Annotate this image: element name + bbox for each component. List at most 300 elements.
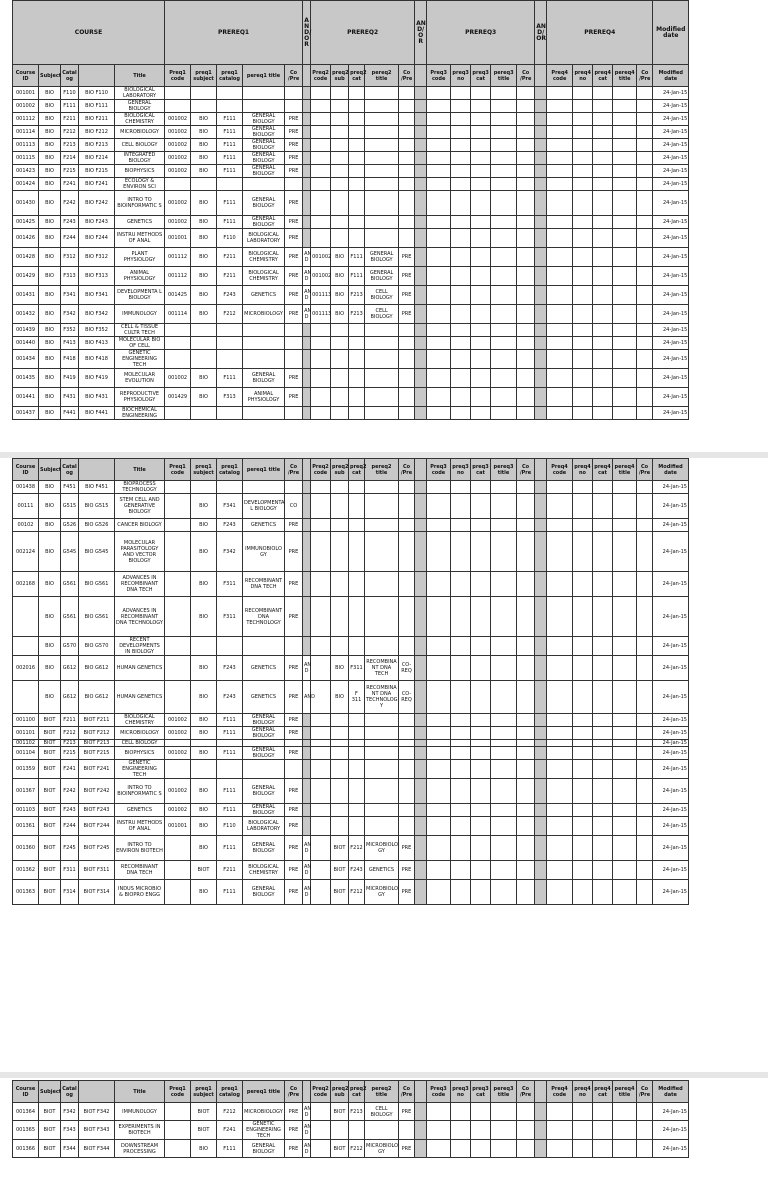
cell-preq4-copre bbox=[637, 350, 653, 369]
cell-preq3-code bbox=[427, 572, 451, 597]
cell-preq4-code bbox=[547, 178, 573, 191]
cell-preq3-code bbox=[427, 494, 451, 519]
cell-preq1-catalog: F313 bbox=[217, 388, 243, 407]
cell-preq3-code bbox=[427, 861, 451, 880]
cell-preq4-no bbox=[573, 305, 593, 324]
cell-preq2-code bbox=[311, 597, 331, 637]
cell-preq4-code bbox=[547, 519, 573, 532]
column-header-preq2-copre: Co /Pre bbox=[399, 65, 415, 87]
cell-preq3-title bbox=[491, 597, 517, 637]
cell-preq1-title: RECOMBINANT DNA TECHNOLOGY bbox=[243, 597, 285, 637]
cell-andor-3 bbox=[535, 165, 547, 178]
cell-preq3-cat bbox=[471, 637, 491, 656]
column-header-preq2-cat: preq2 cat bbox=[349, 1081, 365, 1103]
cell-preq4-code bbox=[547, 229, 573, 248]
cell-preq2-title: CELL BIOLOGY bbox=[365, 1103, 399, 1121]
cell-preq3-code bbox=[427, 804, 451, 817]
cell-preq3-copre bbox=[517, 817, 535, 836]
cell-catalog: G561 bbox=[61, 572, 79, 597]
cell-preq2-code bbox=[311, 1140, 331, 1158]
cell-preq4-code bbox=[547, 1140, 573, 1158]
cell-preq3-title bbox=[491, 727, 517, 740]
cell-andor-1 bbox=[303, 407, 311, 420]
cell-catalog: F342 bbox=[61, 305, 79, 324]
cell-preq3-copre bbox=[517, 126, 535, 139]
cell-catalog: F213 bbox=[61, 139, 79, 152]
cell-preq1-title bbox=[243, 481, 285, 494]
cell-preq4-code bbox=[547, 407, 573, 420]
cell-preq2-sub bbox=[331, 804, 349, 817]
cell-andor-1: AND bbox=[303, 681, 311, 714]
cell-andor-2 bbox=[415, 656, 427, 681]
cell-modified-date: 24-Jan-15 bbox=[653, 229, 689, 248]
cell-preq1-copre: PRE bbox=[285, 1103, 303, 1121]
cell-preq1-copre bbox=[285, 407, 303, 420]
cell-title: ANIMAL PHYSIOLOGY bbox=[115, 267, 165, 286]
cell-preq3-code bbox=[427, 1140, 451, 1158]
cell-preq2-copre bbox=[399, 519, 415, 532]
cell-preq2-sub bbox=[331, 113, 349, 126]
column-header-andor-2 bbox=[415, 65, 427, 87]
cell-preq1-subject: BIO bbox=[191, 836, 217, 861]
cell-preq4-cat bbox=[593, 519, 613, 532]
cell-course-id: 001364 bbox=[13, 1103, 39, 1121]
cell-course-id: 001360 bbox=[13, 836, 39, 861]
cell-preq2-code bbox=[311, 727, 331, 740]
cell-preq3-title bbox=[491, 532, 517, 572]
cell-preq4-title bbox=[613, 481, 637, 494]
cell-preq3-no bbox=[451, 481, 471, 494]
cell-preq2-code bbox=[311, 572, 331, 597]
cell-modified-date: 24-Jan-15 bbox=[653, 597, 689, 637]
cell-preq1-subject: BIO bbox=[191, 139, 217, 152]
cell-preq2-cat bbox=[349, 572, 365, 597]
cell-preq3-copre bbox=[517, 572, 535, 597]
cell-andor-1 bbox=[303, 494, 311, 519]
cell-preq1-copre bbox=[285, 87, 303, 100]
cell-course-id: 001437 bbox=[13, 407, 39, 420]
cell-preq1-copre: PRE bbox=[285, 836, 303, 861]
cell-course-code: BIO F451 bbox=[79, 481, 115, 494]
cell-preq3-copre bbox=[517, 727, 535, 740]
cell-preq4-code bbox=[547, 681, 573, 714]
cell-preq1-title: GENERAL BIOLOGY bbox=[243, 139, 285, 152]
cell-catalog: F215 bbox=[61, 747, 79, 760]
cell-course-id: 001424 bbox=[13, 178, 39, 191]
cell-course-id: 00102 bbox=[13, 519, 39, 532]
cell-preq4-no bbox=[573, 804, 593, 817]
cell-catalog: G612 bbox=[61, 681, 79, 714]
cell-catalog: F341 bbox=[61, 286, 79, 305]
cell-andor-1 bbox=[303, 714, 311, 727]
cell-course-code: BIO F242 bbox=[79, 191, 115, 216]
cell-preq2-code bbox=[311, 532, 331, 572]
cell-subject: BIO bbox=[39, 126, 61, 139]
cell-preq2-title bbox=[365, 727, 399, 740]
group-header-modified: Modified date bbox=[653, 1, 689, 65]
cell-catalog: G570 bbox=[61, 637, 79, 656]
cell-preq4-copre bbox=[637, 407, 653, 420]
cell-title: BIOLOGICAL LABORATORY bbox=[115, 87, 165, 100]
cell-preq2-title: MICROBIOLO GY bbox=[365, 836, 399, 861]
cell-preq4-code bbox=[547, 880, 573, 905]
cell-preq4-no bbox=[573, 836, 593, 861]
cell-preq1-catalog: F311 bbox=[217, 572, 243, 597]
cell-preq2-sub bbox=[331, 369, 349, 388]
cell-preq2-sub bbox=[331, 817, 349, 836]
cell-preq2-cat: F243 bbox=[349, 861, 365, 880]
cell-andor-1 bbox=[303, 113, 311, 126]
cell-title: ADVANCES IN RECOMBINANT DNA TECH bbox=[115, 572, 165, 597]
cell-catalog: F342 bbox=[61, 1103, 79, 1121]
cell-andor-1: AN D bbox=[303, 286, 311, 305]
cell-preq4-title bbox=[613, 681, 637, 714]
cell-preq2-cat bbox=[349, 740, 365, 747]
cell-preq4-no bbox=[573, 267, 593, 286]
cell-preq4-title bbox=[613, 87, 637, 100]
cell-title: EXPERIMENTS IN BIOTECH bbox=[115, 1121, 165, 1140]
cell-preq2-code bbox=[311, 388, 331, 407]
cell-preq2-cat bbox=[349, 760, 365, 779]
cell-course-code: BIO F215 bbox=[79, 165, 115, 178]
cell-preq1-subject: BIO bbox=[191, 286, 217, 305]
prerequisite-table bbox=[12, 458, 689, 905]
cell-preq3-cat bbox=[471, 152, 491, 165]
cell-andor-3 bbox=[535, 519, 547, 532]
cell-title: GENETIC ENGINEERING TECH bbox=[115, 760, 165, 779]
cell-course-id bbox=[13, 597, 39, 637]
cell-preq1-subject: BIO bbox=[191, 714, 217, 727]
cell-catalog: F311 bbox=[61, 861, 79, 880]
cell-preq4-code bbox=[547, 248, 573, 267]
cell-preq1-title: GENERAL BIOLOGY bbox=[243, 113, 285, 126]
cell-preq1-title bbox=[243, 337, 285, 350]
column-header-preq4-title: pereq4 title bbox=[613, 65, 637, 87]
cell-preq1-subject: BIO bbox=[191, 779, 217, 804]
cell-preq1-subject: BIO bbox=[191, 494, 217, 519]
cell-andor-2 bbox=[415, 113, 427, 126]
cell-preq4-title bbox=[613, 369, 637, 388]
cell-preq3-copre bbox=[517, 760, 535, 779]
cell-preq1-copre bbox=[285, 324, 303, 337]
cell-preq4-code bbox=[547, 165, 573, 178]
cell-catalog: F241 bbox=[61, 178, 79, 191]
cell-andor-2 bbox=[415, 740, 427, 747]
group-header-prereq1: PREREQ1 bbox=[165, 1, 303, 65]
cell-preq3-no bbox=[451, 1121, 471, 1140]
cell-preq4-code bbox=[547, 727, 573, 740]
cell-preq3-cat bbox=[471, 407, 491, 420]
cell-catalog: F212 bbox=[61, 727, 79, 740]
group-header-prereq4: PREREQ4 bbox=[547, 1, 653, 65]
cell-preq4-no bbox=[573, 880, 593, 905]
cell-subject: BIOT bbox=[39, 1121, 61, 1140]
cell-andor-2 bbox=[415, 324, 427, 337]
cell-preq4-cat bbox=[593, 305, 613, 324]
cell-preq1-catalog: F243 bbox=[217, 656, 243, 681]
cell-andor-3 bbox=[535, 286, 547, 305]
cell-preq2-copre bbox=[399, 100, 415, 113]
cell-preq1-subject: BIO bbox=[191, 126, 217, 139]
cell-preq2-sub bbox=[331, 747, 349, 760]
cell-course-id: 001429 bbox=[13, 267, 39, 286]
cell-andor-2 bbox=[415, 305, 427, 324]
cell-preq4-cat bbox=[593, 836, 613, 861]
cell-preq2-title bbox=[365, 337, 399, 350]
cell-preq1-code: 001002 bbox=[165, 113, 191, 126]
cell-preq2-sub: BIO bbox=[331, 248, 349, 267]
cell-andor-2 bbox=[415, 572, 427, 597]
cell-preq4-cat bbox=[593, 267, 613, 286]
cell-preq4-code bbox=[547, 388, 573, 407]
cell-course-id bbox=[13, 681, 39, 714]
cell-preq3-title bbox=[491, 337, 517, 350]
column-header-preq3-no: preq3 no bbox=[451, 459, 471, 481]
cell-preq3-copre bbox=[517, 305, 535, 324]
cell-preq2-cat bbox=[349, 714, 365, 727]
cell-preq3-copre bbox=[517, 1140, 535, 1158]
cell-preq3-code bbox=[427, 532, 451, 572]
cell-subject: BIOT bbox=[39, 861, 61, 880]
cell-preq1-code bbox=[165, 407, 191, 420]
cell-preq1-copre: PRE bbox=[285, 861, 303, 880]
column-header-preq4-cat: preq4 cat bbox=[593, 1081, 613, 1103]
cell-preq2-copre bbox=[399, 494, 415, 519]
cell-preq4-title bbox=[613, 165, 637, 178]
table-row bbox=[13, 740, 689, 747]
cell-title: GENERAL BIOLOGY bbox=[115, 100, 165, 113]
cell-preq1-title: GENERAL BIOLOGY bbox=[243, 714, 285, 727]
cell-preq4-cat bbox=[593, 1121, 613, 1140]
cell-preq1-copre: PRE bbox=[285, 656, 303, 681]
cell-preq2-cat: F311 bbox=[349, 656, 365, 681]
column-header-preq4-title: pereq4 title bbox=[613, 1081, 637, 1103]
cell-modified-date: 24-Jan-15 bbox=[653, 836, 689, 861]
cell-title: MICROBIOLOGY bbox=[115, 727, 165, 740]
cell-preq3-cat bbox=[471, 727, 491, 740]
cell-preq2-copre bbox=[399, 532, 415, 572]
column-header-modified-date: Modified date bbox=[653, 459, 689, 481]
cell-modified-date: 24-Jan-15 bbox=[653, 178, 689, 191]
cell-preq1-code bbox=[165, 337, 191, 350]
cell-modified-date: 24-Jan-15 bbox=[653, 572, 689, 597]
cell-preq3-code bbox=[427, 229, 451, 248]
cell-catalog: F244 bbox=[61, 817, 79, 836]
cell-preq4-cat bbox=[593, 637, 613, 656]
cell-course-code: BIO F413 bbox=[79, 337, 115, 350]
cell-preq4-copre bbox=[637, 369, 653, 388]
cell-preq1-title: BIOLOGICAL LABORATORY bbox=[243, 229, 285, 248]
cell-preq4-no bbox=[573, 656, 593, 681]
cell-preq4-title bbox=[613, 248, 637, 267]
cell-modified-date: 24-Jan-15 bbox=[653, 267, 689, 286]
cell-preq2-cat bbox=[349, 87, 365, 100]
table-row bbox=[13, 267, 689, 286]
column-header-preq4-cat: preq4 cat bbox=[593, 65, 613, 87]
cell-preq4-copre bbox=[637, 740, 653, 747]
cell-preq1-copre bbox=[285, 760, 303, 779]
cell-course-id: 001425 bbox=[13, 216, 39, 229]
cell-modified-date: 24-Jan-15 bbox=[653, 350, 689, 369]
cell-preq3-title bbox=[491, 152, 517, 165]
cell-preq3-cat bbox=[471, 880, 491, 905]
cell-modified-date: 24-Jan-15 bbox=[653, 152, 689, 165]
cell-subject: BIO bbox=[39, 656, 61, 681]
table-row bbox=[13, 369, 689, 388]
cell-preq2-title bbox=[365, 817, 399, 836]
cell-preq1-copre bbox=[285, 637, 303, 656]
cell-andor-3 bbox=[535, 139, 547, 152]
cell-preq2-sub bbox=[331, 597, 349, 637]
cell-preq4-title bbox=[613, 267, 637, 286]
cell-preq4-copre bbox=[637, 779, 653, 804]
cell-preq4-code bbox=[547, 113, 573, 126]
cell-preq3-no bbox=[451, 1103, 471, 1121]
cell-preq1-copre bbox=[285, 740, 303, 747]
cell-title: RECOMBINANT DNA TECH bbox=[115, 861, 165, 880]
cell-preq4-title bbox=[613, 1121, 637, 1140]
cell-andor-1 bbox=[303, 87, 311, 100]
cell-preq4-no bbox=[573, 100, 593, 113]
cell-preq1-code bbox=[165, 861, 191, 880]
cell-preq1-catalog: F311 bbox=[217, 597, 243, 637]
cell-preq2-title bbox=[365, 191, 399, 216]
cell-andor-2 bbox=[415, 165, 427, 178]
cell-preq1-catalog bbox=[217, 481, 243, 494]
cell-course-id: 001361 bbox=[13, 817, 39, 836]
cell-andor-3 bbox=[535, 637, 547, 656]
cell-preq1-title: BIOLOGICAL CHEMISTRY bbox=[243, 861, 285, 880]
cell-preq1-code: 001002 bbox=[165, 126, 191, 139]
cell-modified-date: 24-Jan-15 bbox=[653, 324, 689, 337]
cell-preq2-code bbox=[311, 87, 331, 100]
cell-andor-2 bbox=[415, 836, 427, 861]
table-page-2 bbox=[0, 458, 768, 1078]
column-header-row bbox=[13, 1081, 689, 1103]
cell-course-id: 001115 bbox=[13, 152, 39, 165]
cell-preq2-copre bbox=[399, 804, 415, 817]
cell-preq4-cat bbox=[593, 727, 613, 740]
cell-andor-1 bbox=[303, 572, 311, 597]
column-header-preq3-cat: preq3 cat bbox=[471, 65, 491, 87]
cell-preq1-copre: PRE bbox=[285, 681, 303, 714]
table-row bbox=[13, 100, 689, 113]
cell-title: INDUS MICROBIO & BIOPRO ENGG bbox=[115, 880, 165, 905]
cell-preq2-copre bbox=[399, 407, 415, 420]
cell-preq1-catalog: F111 bbox=[217, 747, 243, 760]
cell-preq4-no bbox=[573, 1140, 593, 1158]
cell-preq1-catalog: F342 bbox=[217, 532, 243, 572]
column-header-preq1-title: pereq1 title bbox=[243, 65, 285, 87]
column-header-course-code bbox=[79, 1081, 115, 1103]
cell-preq3-copre bbox=[517, 267, 535, 286]
column-header-row bbox=[13, 65, 689, 87]
cell-preq1-subject: BIO bbox=[191, 1140, 217, 1158]
column-header-modified-date: Modified date bbox=[653, 1081, 689, 1103]
cell-preq1-catalog: F111 bbox=[217, 836, 243, 861]
cell-preq4-copre bbox=[637, 100, 653, 113]
cell-preq2-cat bbox=[349, 388, 365, 407]
column-header-preq4-copre: Co /Pre bbox=[637, 1081, 653, 1103]
cell-preq3-title bbox=[491, 248, 517, 267]
cell-preq4-code bbox=[547, 572, 573, 597]
cell-preq4-copre bbox=[637, 532, 653, 572]
cell-andor-1 bbox=[303, 519, 311, 532]
cell-andor-2 bbox=[415, 100, 427, 113]
cell-preq4-copre bbox=[637, 286, 653, 305]
cell-andor-1 bbox=[303, 350, 311, 369]
cell-preq1-title: GENERAL BIOLOGY bbox=[243, 191, 285, 216]
cell-preq4-code bbox=[547, 1103, 573, 1121]
cell-course-code: BIO F419 bbox=[79, 369, 115, 388]
cell-preq2-cat bbox=[349, 779, 365, 804]
cell-preq1-subject bbox=[191, 178, 217, 191]
cell-preq3-no bbox=[451, 139, 471, 152]
cell-preq1-subject: BIO bbox=[191, 369, 217, 388]
cell-preq1-code bbox=[165, 324, 191, 337]
cell-preq1-code bbox=[165, 740, 191, 747]
cell-preq3-cat bbox=[471, 481, 491, 494]
cell-preq1-catalog: F111 bbox=[217, 152, 243, 165]
cell-preq1-title: GENERAL BIOLOGY bbox=[243, 727, 285, 740]
cell-andor-2 bbox=[415, 760, 427, 779]
table-row bbox=[13, 494, 689, 519]
cell-course-code: BIO G561 bbox=[79, 597, 115, 637]
column-header-preq1-copre: Co /Pre bbox=[285, 1081, 303, 1103]
cell-preq4-copre bbox=[637, 519, 653, 532]
cell-preq4-cat bbox=[593, 817, 613, 836]
cell-preq1-copre: PRE bbox=[285, 727, 303, 740]
cell-preq2-sub bbox=[331, 100, 349, 113]
cell-preq3-title bbox=[491, 1103, 517, 1121]
cell-preq1-copre: PRE bbox=[285, 747, 303, 760]
cell-preq1-copre: PRE bbox=[285, 572, 303, 597]
cell-preq4-title bbox=[613, 747, 637, 760]
cell-preq4-copre bbox=[637, 714, 653, 727]
cell-andor-1 bbox=[303, 760, 311, 779]
cell-andor-2 bbox=[415, 804, 427, 817]
cell-preq3-cat bbox=[471, 714, 491, 727]
cell-preq3-copre bbox=[517, 152, 535, 165]
cell-subject: BIO bbox=[39, 407, 61, 420]
cell-preq2-code bbox=[311, 804, 331, 817]
cell-preq3-no bbox=[451, 747, 471, 760]
cell-preq3-title bbox=[491, 760, 517, 779]
cell-preq3-no bbox=[451, 817, 471, 836]
cell-preq3-code bbox=[427, 216, 451, 229]
cell-preq4-cat bbox=[593, 804, 613, 817]
cell-preq1-code: 001002 bbox=[165, 369, 191, 388]
cell-preq1-subject: BIO bbox=[191, 519, 217, 532]
cell-preq4-cat bbox=[593, 324, 613, 337]
table-row bbox=[13, 191, 689, 216]
cell-subject: BIO bbox=[39, 388, 61, 407]
cell-subject: BIO bbox=[39, 519, 61, 532]
cell-preq2-title bbox=[365, 481, 399, 494]
cell-preq2-copre bbox=[399, 324, 415, 337]
cell-preq4-copre bbox=[637, 747, 653, 760]
cell-preq3-title bbox=[491, 305, 517, 324]
cell-preq4-no bbox=[573, 216, 593, 229]
cell-course-id: 001366 bbox=[13, 1140, 39, 1158]
cell-modified-date: 24-Jan-15 bbox=[653, 100, 689, 113]
cell-catalog: G515 bbox=[61, 494, 79, 519]
table-row bbox=[13, 747, 689, 760]
column-header-andor-3 bbox=[535, 1081, 547, 1103]
cell-preq3-no bbox=[451, 861, 471, 880]
cell-preq2-title: MICROBIOLO GY bbox=[365, 1140, 399, 1158]
cell-preq4-no bbox=[573, 1121, 593, 1140]
